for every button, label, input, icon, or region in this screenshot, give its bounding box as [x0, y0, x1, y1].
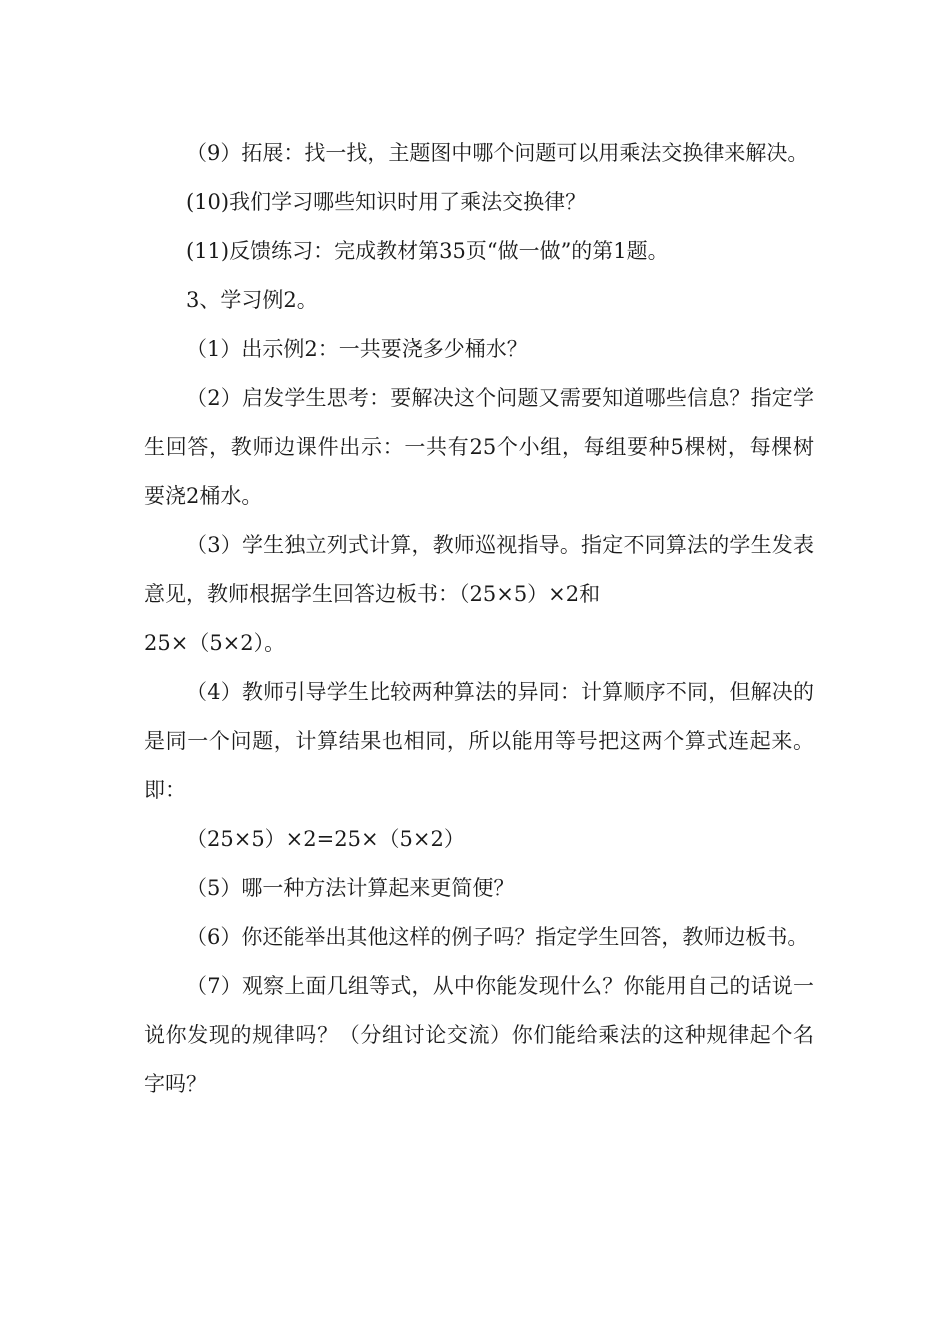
paragraph-step-6: （6）你还能举出其他这样的例子吗？指定学生回答，教师边板书。: [186, 925, 809, 949]
equation-line: （25×5）×2=25×（5×2）: [186, 827, 465, 851]
paragraph-feedback-11: (11)反馈练习：完成教材第35页“做一做”的第1题。: [186, 239, 669, 263]
paragraph-step-7: （7）观察上面几组等式，从中你能发现什么？你能用自己的话说一说你发现的规律吗？（分组讨论交流）你们能给乘法的这种规律起个名字吗？: [144, 974, 814, 1096]
paragraph-step-3-continued: 25×（5×2）。: [144, 631, 286, 655]
paragraph-step-5: （5）哪一种方法计算起来更简便？: [186, 876, 515, 900]
paragraph-step-4: （4）教师引导学生比较两种算法的异同：计算顺序不同，但解决的是同一个问题，计算结果也相同，所以能用等号把这两个算式连起来。即：: [144, 680, 814, 802]
paragraph-question-10: (10)我们学习哪些知识时用了乘法交换律？: [186, 190, 587, 214]
document-body: [144, 129, 814, 1109]
paragraph-step-2: （2）启发学生思考：要解决这个问题又需要知道哪些信息？指定学生回答，教师边课件出示：一共有25个小组，每组要种5棵树，每棵树要浇2桶水。: [144, 386, 814, 508]
paragraph-step-1: （1）出示例2：一共要浇多少桶水？: [186, 337, 528, 361]
paragraph-extension: （9）拓展：找一找，主题图中哪个问题可以用乘法交换律来解决。: [186, 141, 809, 165]
paragraph-step-3: （3）学生独立列式计算，教师巡视指导。指定不同算法的学生发表意见，教师根据学生回答边板书：（25×5）×2和: [144, 533, 814, 606]
section-heading-example-2: 3、学习例2。: [186, 288, 318, 312]
